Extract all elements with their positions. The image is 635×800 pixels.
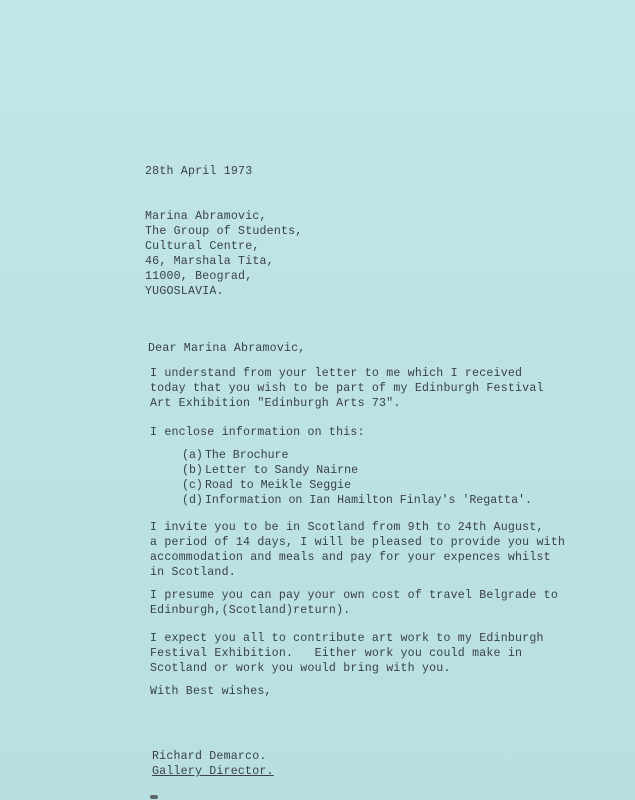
- list-item: [182, 449, 288, 463]
- list-marker: (c): [182, 479, 203, 492]
- address-line: 11000, Beograd,: [145, 270, 253, 283]
- paragraph-line: I invite you to be in Scotland from 9th to 24th August,: [150, 521, 544, 534]
- paragraph-line: I presume you can pay your own cost of travel Belgrade to: [150, 589, 558, 602]
- paragraph-line: Scotland or work you would bring with you.: [150, 662, 451, 675]
- signature-name: Richard Demarco.: [152, 750, 267, 763]
- paragraph-line: Festival Exhibition. Either work you could make in: [150, 647, 523, 660]
- paragraph-line: Art Exhibition "Edinburgh Arts 73".: [150, 397, 401, 410]
- address-line: YUGOSLAVIA.: [145, 285, 224, 298]
- list-item-text: Road to Meikle Seggie: [204, 479, 352, 492]
- paragraph-line: I understand from your letter to me which I received: [150, 367, 523, 380]
- list-item: [182, 494, 532, 508]
- letter-date: 28th April 1973: [145, 165, 253, 178]
- list-item-text: The Brochure: [204, 449, 289, 462]
- paragraph-line: in Scotland.: [150, 566, 236, 579]
- list-marker: (d): [182, 494, 203, 507]
- ink-mark: [150, 795, 158, 799]
- list-item: [182, 464, 358, 478]
- address-line: Cultural Centre,: [145, 240, 260, 253]
- closing: With Best wishes,: [150, 685, 272, 698]
- address-line: 46, Marshala Tita,: [145, 255, 274, 268]
- address-line: The Group of Students,: [145, 225, 303, 238]
- salutation: Dear Marina Abramovic,: [148, 342, 306, 355]
- list-item-text: Letter to Sandy Nairne: [204, 464, 359, 477]
- list-item: [182, 479, 351, 493]
- list-item-text: Information on Ian Hamilton Finlay's 'Regatta'.: [204, 494, 532, 507]
- paragraph-line: today that you wish to be part of my Edinburgh Festival: [150, 382, 544, 395]
- paragraph-line: a period of 14 days, I will be pleased to provide you with: [150, 536, 566, 549]
- address-line: Marina Abramovic,: [145, 210, 267, 223]
- signature-title: Gallery Director.: [152, 765, 274, 778]
- paragraph-line: accommodation and meals and pay for your expences whilst: [150, 551, 551, 564]
- list-marker: (a): [182, 449, 203, 462]
- list-marker: (b): [182, 464, 203, 477]
- paragraph-line: Edinburgh,(Scotland)return).: [150, 604, 351, 617]
- paragraph-line: I expect you all to contribute art work to my Edinburgh: [150, 632, 544, 645]
- paragraph-enclosures-intro: I enclose information on this:: [150, 426, 365, 439]
